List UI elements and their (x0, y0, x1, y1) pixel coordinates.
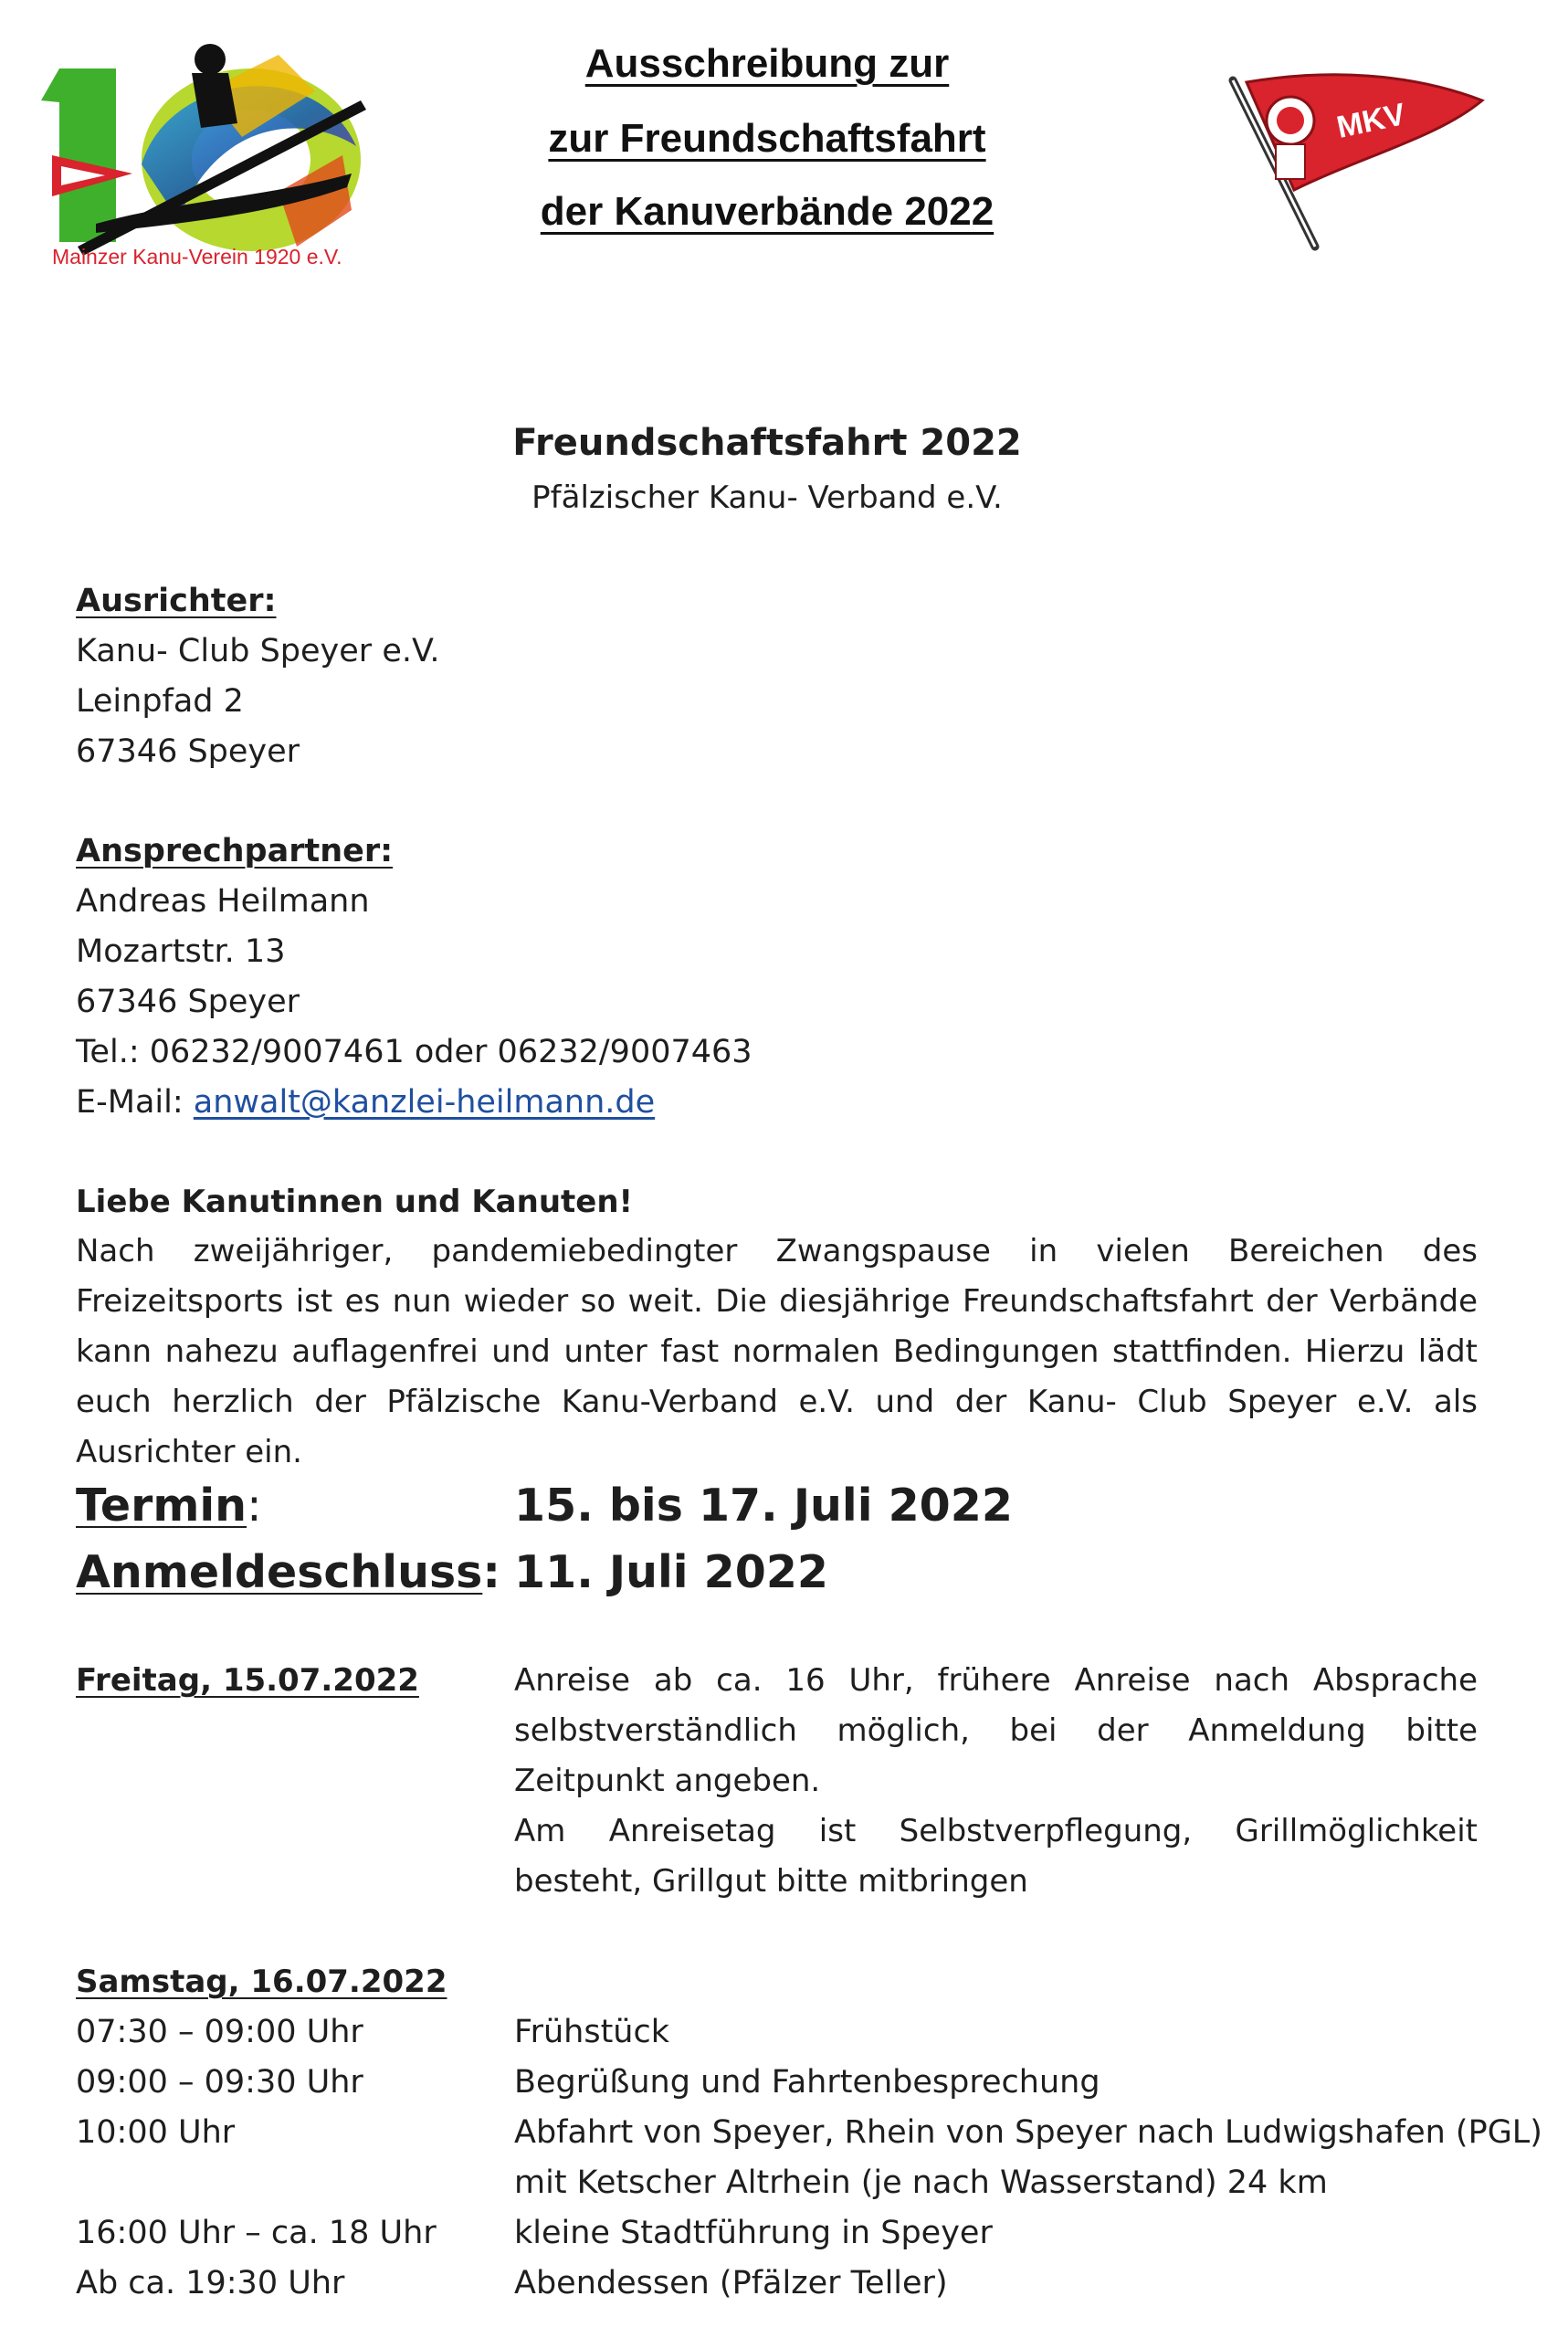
schedule-text: Abfahrt von Speyer, Rhein von Speyer nach Ludwigshafen (PGL) (514, 2114, 1542, 2151)
saturday-heading: Samstag, 16.07.2022 (76, 1964, 447, 2000)
pennant-icon (1228, 64, 1493, 260)
title-line-3: der Kanuverbände 2022 (540, 189, 994, 234)
contact-phone: Tel.: 06232/9007461 oder 06232/9007463 (76, 1034, 752, 1070)
pennant-text: MKV (1333, 97, 1409, 145)
termin-label-row (76, 1480, 262, 1532)
deadline-label: Anmeldeschluss (76, 1546, 483, 1598)
schedule-time: 16:00 Uhr – ca. 18 Uhr (76, 2215, 437, 2251)
contact-line: 67346 Speyer (76, 984, 300, 1020)
organizer-heading: Ausrichter: (76, 583, 277, 619)
contact-heading: Ansprechpartner: (76, 833, 394, 869)
schedule-text: Abendessen (Pfälzer Teller) (514, 2265, 948, 2301)
event-title: Freundschaftsfahrt 2022 (512, 422, 1022, 464)
termin-colon: : (247, 1480, 262, 1532)
friday-heading: Freitag, 15.07.2022 (76, 1662, 419, 1699)
organizer-line: Leinpfad 2 (76, 683, 244, 720)
schedule-time: 07:30 – 09:00 Uhr (76, 2014, 363, 2050)
contact-line: Mozartstr. 13 (76, 933, 286, 970)
title-line-1: Ausschreibung zur (584, 41, 950, 86)
friday-text-1: Anreise ab ca. 16 Uhr, frühere Anreise nach Absprache selbstverständlich möglich, bei der Anmeldung bitte Zeitpunkt angeben. (514, 1662, 1478, 1799)
schedule-time: Ab ca. 19:30 Uhr (76, 2265, 345, 2301)
mkv-pennant-logo (1228, 64, 1493, 260)
greeting-heading: Liebe Kanutinnen und Kanuten! (76, 1184, 634, 1220)
email-label: E-Mail: (76, 1084, 184, 1121)
event-subtitle: Pfälzischer Kanu- Verband e.V. (531, 479, 1003, 516)
schedule-text: kleine Stadtführung in Speyer (514, 2215, 993, 2251)
schedule-text: mit Ketscher Altrhein (je nach Wasserstand) 24 km (514, 2164, 1328, 2201)
club-logo-caption: Mainzer Kanu-Verein 1920 e.V. (52, 245, 342, 269)
email-link[interactable]: anwalt@kanzlei-heilmann.de (193, 1084, 656, 1121)
termin-value: 15. bis 17. Juli 2022 (514, 1480, 1013, 1532)
contact-email-row (76, 1084, 655, 1121)
organizer-line: 67346 Speyer (76, 733, 300, 770)
termin-label: Termin (76, 1480, 247, 1532)
deadline-label-row (76, 1546, 500, 1598)
contact-line: Andreas Heilmann (76, 883, 370, 920)
schedule-time: 09:00 – 09:30 Uhr (76, 2064, 363, 2101)
schedule-text: Frühstück (514, 2014, 669, 2050)
schedule-text: Begrüßung und Fahrtenbesprechung (514, 2064, 1100, 2101)
friday-text-2: Am Anreisetag ist Selbstverpflegung, Grillmöglichkeit besteht, Grillgut bitte mitbringen (514, 1813, 1478, 1900)
schedule-time: 10:00 Uhr (76, 2114, 236, 2151)
deadline-colon: : (482, 1546, 500, 1598)
greeting-body: Nach zweijähriger, pandemiebedingter Zwangspause in vielen Bereichen des Freizeitsports ist es nun wieder so weit. Die diesjährige Freundschaftsfahrt der Verbände kann nahezu auflagenfrei und unter fast normalen Bedingungen stattfinden. Hierzu lädt euch herzlich der Pfälzische Kanu-Verband e.V. und der Kanu- Club Speyer e.V. als Ausrichter ein. (76, 1233, 1478, 1470)
title-line-2: zur Freundschaftsfahrt (548, 116, 986, 161)
deadline-value: 11. Juli 2022 (514, 1546, 829, 1598)
organizer-line: Kanu- Club Speyer e.V. (76, 633, 440, 669)
